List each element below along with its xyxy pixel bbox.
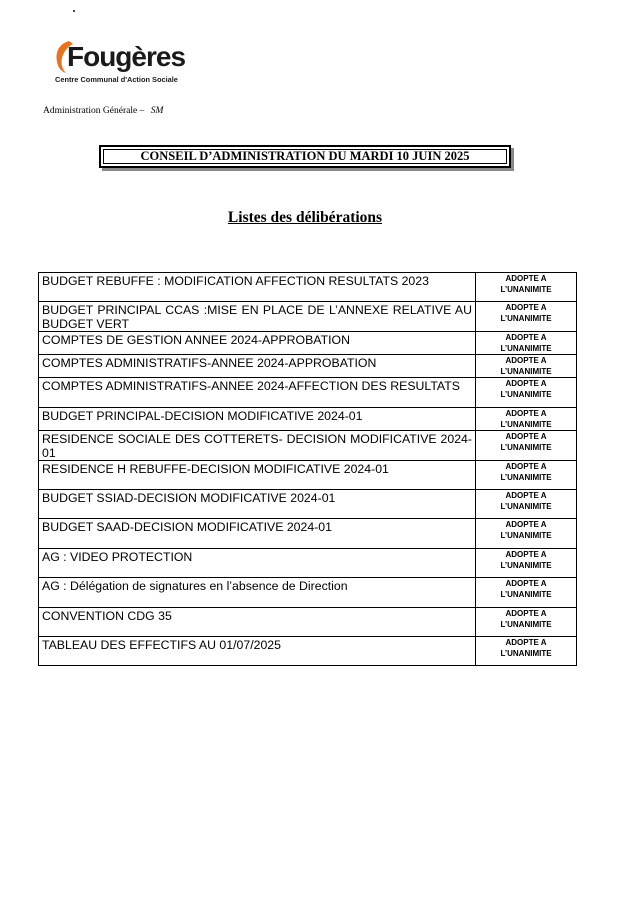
- status-line-2: L’UNANIMITE: [500, 419, 552, 429]
- status-line-1: ADOPTE A: [505, 462, 547, 471]
- table-row: [39, 431, 577, 461]
- deliberation-label: COMPTES DE GESTION ANNEE 2024-APPROBATION: [39, 332, 476, 355]
- header-box: [99, 145, 511, 168]
- deliberation-status: [476, 332, 577, 355]
- table-row: [39, 637, 577, 666]
- deliberation-status: [476, 273, 577, 302]
- deliberation-status: [476, 608, 577, 637]
- table-row: [39, 378, 577, 408]
- deliberation-label: AG : VIDEO PROTECTION: [39, 549, 476, 578]
- deliberation-label: BUDGET SSIAD-DECISION MODIFICATIVE 2024-01: [39, 490, 476, 519]
- status-line-2: L’UNANIMITE: [500, 389, 552, 399]
- table-row: [39, 461, 577, 490]
- deliberation-label: COMPTES ADMINISTRATIFS-ANNEE 2024-AFFECTION DES RESULTATS: [39, 378, 476, 408]
- status-line-1: ADOPTE A: [505, 609, 547, 618]
- deliberation-label: BUDGET PRINCIPAL CCAS :MISE EN PLACE DE L’ANNEXE RELATIVE AU BUDGET VERT: [39, 302, 476, 332]
- status-line-2: L’UNANIMITE: [500, 442, 552, 452]
- table-row: [39, 408, 577, 431]
- table-row: [39, 302, 577, 332]
- status-line-1: ADOPTE A: [505, 303, 547, 312]
- status-line-1: ADOPTE A: [505, 491, 547, 500]
- table-row: [39, 490, 577, 519]
- status-line-1: ADOPTE A: [505, 333, 547, 342]
- table-row: [39, 608, 577, 637]
- status-line-1: ADOPTE A: [505, 432, 547, 441]
- deliberation-status: [476, 461, 577, 490]
- table-row: [39, 549, 577, 578]
- status-line-1: ADOPTE A: [505, 579, 547, 588]
- deliberations-table: [38, 272, 577, 666]
- table-row: [39, 273, 577, 302]
- deliberation-status: [476, 578, 577, 608]
- status-line-2: L’UNANIMITE: [500, 619, 552, 629]
- deliberation-label: TABLEAU DES EFFECTIFS AU 01/07/2025: [39, 637, 476, 666]
- status-line-2: L’UNANIMITE: [500, 343, 552, 353]
- table-row: [39, 355, 577, 378]
- admin-service: Administration Générale –: [43, 106, 145, 116]
- status-line-1: ADOPTE A: [505, 409, 547, 418]
- status-line-2: L’UNANIMITE: [500, 648, 552, 658]
- deliberation-status: [476, 549, 577, 578]
- status-line-2: L’UNANIMITE: [500, 560, 552, 570]
- status-line-2: L’UNANIMITE: [500, 472, 552, 482]
- status-line-2: L’UNANIMITE: [500, 589, 552, 599]
- deliberation-status: [476, 408, 577, 431]
- deliberation-label: BUDGET REBUFFE : MODIFICATION AFFECTION RESULTATS 2023: [39, 273, 476, 302]
- status-line-1: ADOPTE A: [505, 550, 547, 559]
- deliberation-label: CONVENTION CDG 35: [39, 608, 476, 637]
- page-dot: [73, 10, 75, 12]
- table-row: [39, 519, 577, 549]
- status-line-1: ADOPTE A: [505, 356, 547, 365]
- status-line-2: L’UNANIMITE: [500, 284, 552, 294]
- fougeres-logo: [53, 38, 193, 88]
- deliberation-label: RESIDENCE H REBUFFE-DECISION MODIFICATIVE 2024-01: [39, 461, 476, 490]
- table-row: [39, 578, 577, 608]
- status-line-1: ADOPTE A: [505, 274, 547, 283]
- deliberation-status: [476, 355, 577, 378]
- deliberation-status: [476, 519, 577, 549]
- status-line-2: L’UNANIMITE: [500, 313, 552, 323]
- deliberation-label: BUDGET PRINCIPAL-DECISION MODIFICATIVE 2024-01: [39, 408, 476, 431]
- deliberation-status: [476, 431, 577, 461]
- logo-subtitle: Centre Communal d'Action Sociale: [55, 75, 178, 84]
- status-line-1: ADOPTE A: [505, 638, 547, 647]
- deliberation-label: COMPTES ADMINISTRATIFS-ANNEE 2024-APPROBATION: [39, 355, 476, 378]
- table-row: [39, 332, 577, 355]
- admin-line: [43, 106, 163, 116]
- deliberation-label: RESIDENCE SOCIALE DES COTTERETS- DECISION MODIFICATIVE 2024-01: [39, 431, 476, 461]
- status-line-2: L’UNANIMITE: [500, 530, 552, 540]
- deliberation-status: [476, 490, 577, 519]
- logo-wordmark: Fougères: [67, 41, 186, 72]
- status-line-2: L’UNANIMITE: [500, 501, 552, 511]
- deliberation-status: [476, 637, 577, 666]
- deliberation-label: AG : Délégation de signatures en l’absence de Direction: [39, 578, 476, 608]
- status-line-1: ADOPTE A: [505, 520, 547, 529]
- status-line-2: L’UNANIMITE: [500, 366, 552, 376]
- status-line-1: ADOPTE A: [505, 379, 547, 388]
- admin-initials: SM: [150, 106, 164, 116]
- page-title: CONSEIL D’ADMINISTRATION DU MARDI 10 JUIN 2025: [140, 149, 470, 163]
- deliberation-status: [476, 302, 577, 332]
- deliberation-status: [476, 378, 577, 408]
- list-title: Listes des délibérations: [227, 209, 383, 226]
- deliberation-label: BUDGET SAAD-DECISION MODIFICATIVE 2024-01: [39, 519, 476, 549]
